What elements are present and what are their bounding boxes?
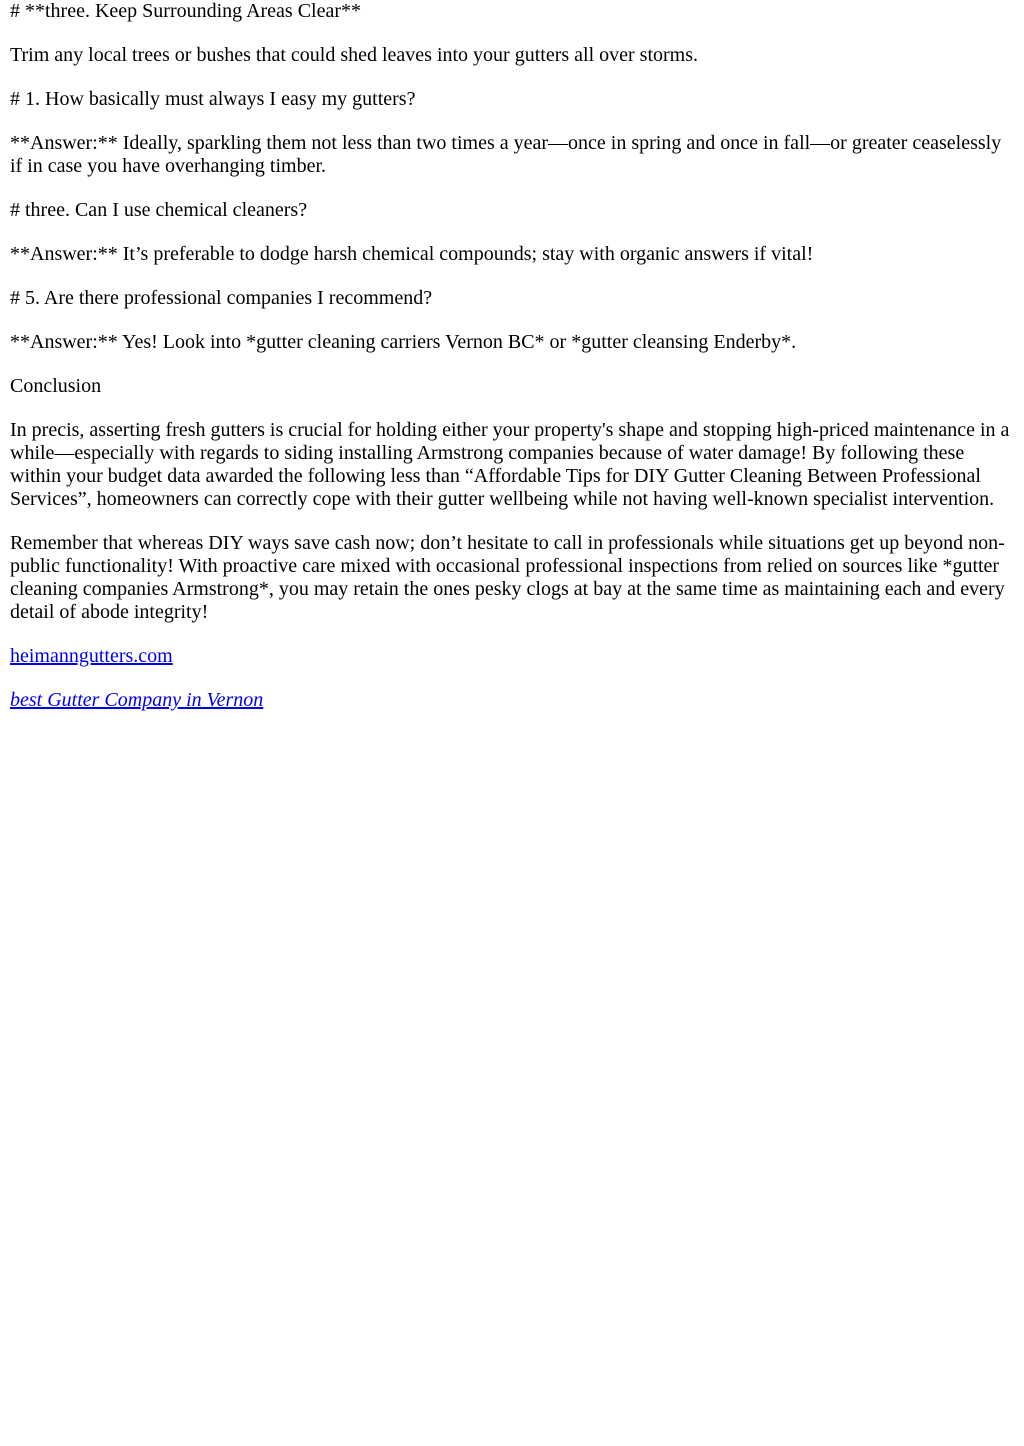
conclusion-heading: Conclusion [10, 375, 102, 397]
section-heading-keep-areas-clear: # **three. Keep Surrounding Areas Clear** [10, 0, 362, 22]
faq-answer-professional-companies: **Answer:** Yes! Look into *gutter cleaning carriers Vernon BC* or *gutter cleansing Enderby*. [10, 331, 797, 353]
conclusion-paragraph-summary: In precis, asserting fresh gutters is crucial for holding either your property's shape and stopping high-priced maintenance in a while—especially with regards to siding installing Armstrong companies because of water damage! By following these within your budget data awarded the following less than “Affordable Tips for DIY Gutter Cleaning Between Professional Services”, homeowners can correctly cope with their gutter wellbeing while not having well-known specialist intervention. [10, 419, 1010, 510]
document-page [10, 0, 1014, 712]
faq-question-professional-companies: # 5. Are there professional companies I recommend? [10, 287, 433, 309]
best-gutter-company-link[interactable]: best Gutter Company in Vernon [10, 689, 264, 711]
faq-answer-how-often: **Answer:** Ideally, sparkling them not less than two times a year—once in spring and once in fall—or greater ceaselessly if in case you have overhanging timber. [10, 132, 1002, 177]
faq-question-how-often: # 1. How basically must always I easy my gutters? [10, 88, 416, 110]
link-paragraph-site [10, 645, 1014, 668]
faq-answer-chemical-cleaners: **Answer:** It’s preferable to dodge harsh chemical compounds; stay with organic answers if vital! [10, 243, 814, 265]
conclusion-paragraph-remember: Remember that whereas DIY ways save cash now; don’t hesitate to call in professionals while situations get up beyond non-public functionality! With proactive care mixed with occasional professional inspections from relied on sources like *gutter cleaning companies Armstrong*, you may retain the ones pesky clogs at bay at the same time as maintaining each and every detail of abode integrity! [10, 532, 1005, 623]
faq-question-chemical-cleaners: # three. Can I use chemical cleaners? [10, 199, 308, 221]
link-paragraph-company [10, 689, 1014, 712]
heimanngutters-link[interactable]: heimanngutters.com [10, 645, 173, 667]
paragraph-trim-trees: Trim any local trees or bushes that could shed leaves into your gutters all over storms. [10, 44, 699, 66]
